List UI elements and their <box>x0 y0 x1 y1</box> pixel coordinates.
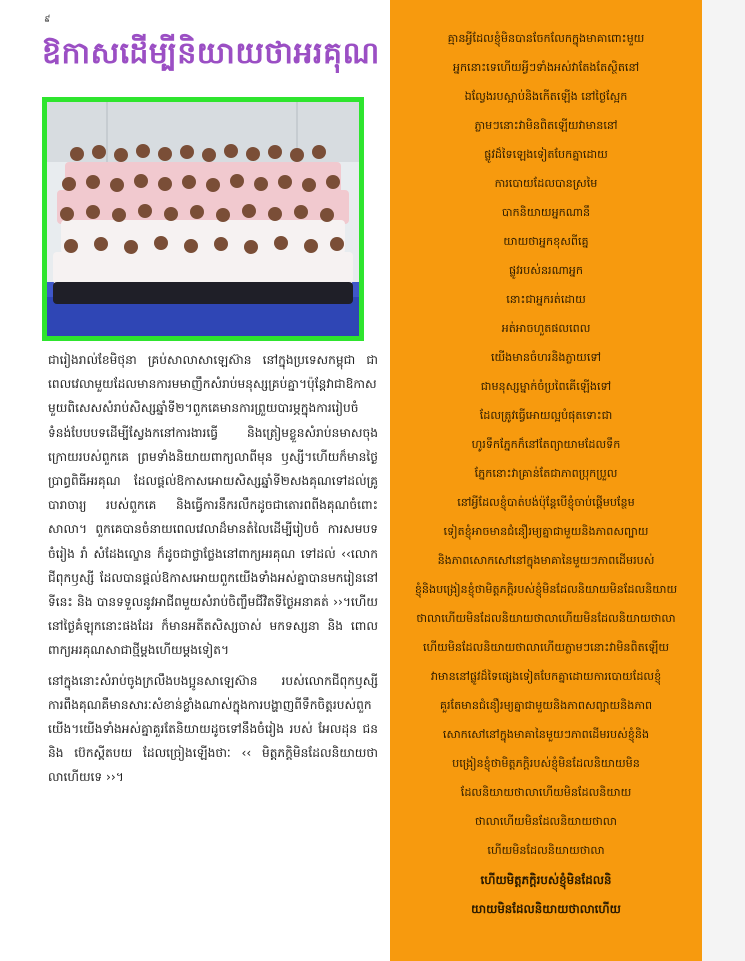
poem-line: ហូរទឹកភ្នែកក៏នៅតែព្យាយាមដែលទឹក <box>471 438 621 451</box>
poem-line: ឯល្វែងរបស្អាប់និងកើតឡើង នៅថ្ងៃស្អែក <box>464 90 628 103</box>
poem-line: គួរតែមានជំនឿរម្យគ្នាជាមួយនិងភាពសព្បាយនិងភាព <box>439 699 653 712</box>
group-photo-icon <box>47 102 359 336</box>
poem-line: បាកនិយាយអ្នកណានឹ <box>501 206 591 219</box>
article-paragraph: ជារៀងរាល់ខែមិថុនា គ្រប់សាលាសាឡេស៊ាន នៅក្នុងប្រទេសកម្ពុជា ជាពេលវេលាមួយដែលមានការមមាញឹកសំរាប់មនុស្សគ្រប់គ្នា។ប៉ុន្តែវាជាឱកាសមួយពិសេសសំរាប់សិស្សឆ្នាំទី២។ពួកគេមានការព្រួយបារម្ភក្នុងការរៀបចំទំនង់បែបបទដើម្បីស្វែងកនៅការងារធ្វើ និងត្រៀមខ្លួនសំរាប់នមាសចុងក្រោយរបស់ពួកគេ ព្រមទាំងនិយាយពាក្យលាពីមុន ឫស្សី។ហើយក៏មានថ្ងៃប្រាព្ធពិធីអរគុណ ដែលផ្តល់ឱកាសអោយសិស្សឆ្នាំទី២សងគុណទៅដល់គ្រូបារាចារ្យ របស់ពួកគេ និងធ្វើការនឹករលឹកដូចជាតោរពពីងគុណចំពោះសាលា។ ពួកគេបានចំនាយពេលវេលាដ៏មានតំលៃដើម្បីរៀបចំ ការសមបទចំរៀង រាំ សំដែងល្ខោន ក៏ដូចជាថ្លាថ្លែងនៅពាក្យអរគុណ ទៅដល់ ‹‹លោកជីពុកឫស្សី ដែលបានផ្តល់ឱកាសអោយពួកយើងទាំងអស់គ្នាបានមករៀននៅទីនេះ និង បានទទួលនូវអាជីពមួយសំរាប់ចិញ្ចឹមជីវិតទីថ្ងៃអនាគត់ ››។ហើយនៅថ្ងៃគំឡុកនោះផងដែរ ក៏មានអតីតសិស្សចាស់ មកទស្សនា និង ពោលពាក្យអរគុណសាជាថ្មីម្តងហើយម្តងទៀត។ <box>48 353 378 658</box>
poem-line: ដែលនិយាយថាលាហើយមិនដែលនិយាយ <box>460 786 632 799</box>
poem-line: ភ្លាមៗនោះវាមិនពិតឡើយវាមាននៅ <box>474 119 618 132</box>
poem-line: គ្មានអ្វីដែលខ្ញុំមិនបានចែកលែកក្នុងមាគាពោះមួយ <box>447 32 645 45</box>
poem-line: ផ្លូវដ៏ទៃឡេងទៀតបែកគ្នាដោយ <box>484 148 608 161</box>
poem-line: អ្នកនោះទេហើយអ្វីៗទាំងអស់វាតែងតែស្ថិតនៅ <box>452 61 640 74</box>
article-paragraph: នៅក្នុងនោះសំរាប់ចូងក្រលឹងបងប្អូនសាឡេស៊ាន របស់លោកជីពុកឫស្សី ការពឹងគុណគឺមានសារៈសំខាន់ខ្លាំងណាស់ក្នុងការបង្ហាញពីទឹកចិត្តរបស់ពួកយើង។យើងទាំងអស់គ្នាគួរតែនិយាយដូចទៅនឹងចំរៀង របស់ អែលដុន ជន និង ប៊េកស្តីតបយ ដែលច្រៀងឡើងថាៈ ‹‹ មិត្តភក្តិមិនដែលនិយាយថាលាហើយទេ ››។ <box>48 673 378 785</box>
poem-line: បង្រៀនខ្ញុំថាមិត្តភក្តិរបស់ខ្ញុំមិនដែលនិយាយមិន <box>452 757 640 770</box>
group-photo <box>42 97 364 341</box>
poem-line: នៅអ្វីដែលខ្ញុំបាត់បង់ប៉ុន្តែបើខ្ញុំចាប់ផ្តើមបន្ថែម <box>457 496 635 509</box>
poem-line: យាយថាអ្នកខុសពីគ្នេ <box>503 235 589 248</box>
poem-line-emphasis: ហើយមិត្តភក្តិរបស់ខ្ញុំមិនដែលនិ <box>480 873 612 887</box>
poem-line: ផ្លូវរបស់នរណាអ្នក <box>508 264 584 277</box>
page-title: ឱកាសដើម្បីនិយាយថាអរគុណ <box>42 36 380 71</box>
article-body <box>48 348 378 796</box>
poem-line: ថាលាហើយមិនដែលនិយាយថាលាហើយមិនដែលនិយាយថាលា <box>416 612 676 625</box>
poem-line: ថាលាហើយមិនដែលនិយាយថាលា <box>474 815 618 828</box>
poem-line: ដែលត្រូវធ្វើអោយល្អបំផុតទោះជា <box>479 409 613 422</box>
poem-line: ទៀតខ្ញុំអាចមានជំនឿរម្យគ្នាជាមួយនិងភាពសព្បាយ <box>443 525 649 538</box>
poem-line: អត់អាចហួតផលពេល <box>501 322 591 335</box>
poem-line: ការបោយដែលបានស្រមៃ <box>494 177 598 190</box>
poem-line: ហើយមិនដែលនិយាយថាលាហើយភ្លាមៗនោះវាមិនពិតឡើយ <box>422 641 670 654</box>
poem-line: យើងមានចំហរនិងភ្លាយទៅ <box>490 351 602 364</box>
page-margin <box>702 0 745 961</box>
poem-line: នោះជាអ្នករត់ដោយ <box>506 293 586 306</box>
poem-line: សោកសៅនៅក្នុងមាគានៃមួយៗភាពដើមរបស់ខ្ញុំនិង <box>442 728 650 741</box>
poem-line: ខ្ញុំនិងបង្រៀនខ្ញុំថាមិត្តភក្តិរបស់ខ្ញុំមិនដែលនិយាយមិនដែលនិយាយ <box>414 583 678 596</box>
poem-line: ភ្នែកនោះវាគ្រាន់តែជាភាពប្រុកប្រួល <box>474 467 618 480</box>
poem-line: ជាមនុស្សម្នាក់ចំប្រពៃគើឡើងទៅ <box>480 380 612 393</box>
poem-column <box>390 0 702 961</box>
poem-line: វាមាននៅផ្លូវដ៏ទៃផ្សេងទៀតបែកគ្នាដោយការបោយដែលខ្ញុំ <box>430 670 662 683</box>
poem-line: ហើយមិនដែលនិយាយថាលា <box>487 844 605 857</box>
page-number: ៩ <box>44 15 51 25</box>
poem-lines <box>390 0 702 929</box>
poem-line-emphasis: យាយមិនដែលនិយាយថាលាហើយ <box>471 902 621 916</box>
poem-line: និងភាពសោកសៅនៅក្នុងមាគានៃមួយៗភាពដើមរបស់ <box>437 554 655 567</box>
